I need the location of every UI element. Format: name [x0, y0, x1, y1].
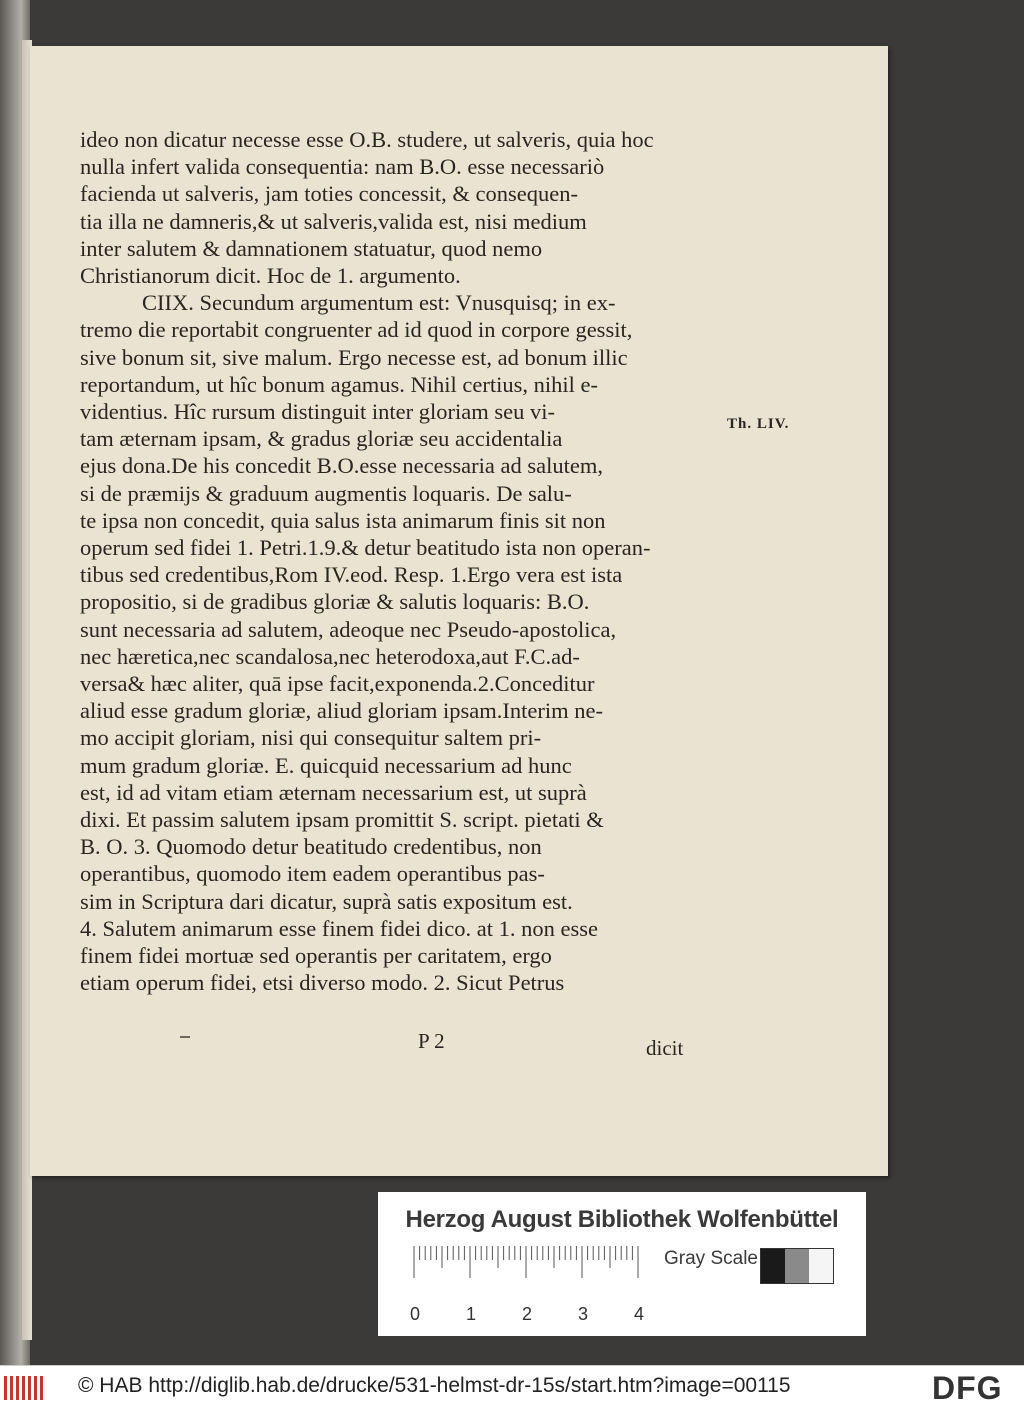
- text-line: reportandum, ut hîc bonum agamus. Nihil certius, nihil e-: [80, 371, 599, 397]
- text-line: operantibus, quomodo item eadem operantibus pas-: [80, 861, 545, 887]
- text-line: versa& hæc aliter, quā ipse facit,exponenda.2.Conceditur: [80, 671, 595, 697]
- margin-note: Th. LIV.: [727, 416, 790, 432]
- text-line: mo accipit gloriam, nisi qui consequitur saltem pri-: [80, 725, 542, 751]
- signature-mark: P 2: [418, 1029, 445, 1053]
- text-line: te ipsa non concedit, quia salus ista animarum finis sit non: [80, 507, 606, 533]
- hab-logo-icon: [4, 1374, 74, 1402]
- text-line: tia illa ne damneris,& ut salveris,valida est, nisi medium: [80, 208, 587, 234]
- swatch-dark: [761, 1249, 785, 1283]
- text-line: sim in Scriptura dari dicatur, suprà satis expositum est.: [80, 888, 573, 914]
- text-line: tam æternam ipsam, & gradus gloriæ seu accidentalia: [80, 426, 563, 452]
- text-line: ejus dona.De his concedit B.O.esse necessaria ad salutem,: [80, 453, 603, 479]
- gray-swatches: [760, 1248, 834, 1284]
- ruler-scale: [406, 1244, 656, 1324]
- swatch-light: [809, 1249, 833, 1283]
- text-line: dixi. Et passim salutem ipsam promittit S. script. pietati &: [80, 807, 604, 833]
- text-line: si de præmijs & graduum augmentis loquaris. De salu-: [80, 480, 572, 506]
- text-line: etiam operum fidei, etsi diverso modo. 2. Sicut Petrus: [80, 970, 565, 996]
- scale-number-1: 1: [466, 1304, 477, 1324]
- text-line: tibus sed credentibus,Rom IV.eod. Resp. 1.Ergo vera est ista: [80, 562, 623, 588]
- scale-number-0: 0: [410, 1304, 421, 1324]
- footer-bar: [0, 1365, 1024, 1410]
- text-line: inter salutem & damnationem statuatur, quod nemo: [80, 235, 543, 261]
- text-line: propositio, si de gradibus gloriæ & salutis loquaris: B.O.: [80, 589, 590, 615]
- text-line: B. O. 3. Quomodo detur beatitudo credentibus, non: [80, 834, 542, 860]
- text-line: est, id ad vitam etiam æternam necessarium est, ut suprà: [80, 779, 587, 805]
- dash-left: [180, 1036, 190, 1038]
- color-reference-card: [378, 1192, 866, 1336]
- page-body-text: [80, 126, 690, 997]
- scale-number-4: 4: [634, 1304, 645, 1324]
- text-line: CIIX. Secundum argumentum est: Vnusquisq; in ex-: [142, 290, 616, 316]
- text-line: operum sed fidei 1. Petri.1.9.& detur beatitudo ista non operan-: [80, 535, 651, 561]
- text-line: finem fidei mortuæ sed operantis per caritatem, ergo: [80, 943, 552, 969]
- text-line: sive bonum sit, sive malum. Ergo necesse est, ad bonum illic: [80, 344, 628, 370]
- text-line: nulla infert valida consequentia: nam B.O. esse necessariò: [80, 154, 605, 180]
- text-line: facienda ut salveris, jam toties concessit, & consequen-: [80, 181, 578, 207]
- library-name: Herzog August Bibliothek Wolfenbüttel: [405, 1206, 839, 1233]
- text-line: mum gradum gloriæ. E. quicquid necessarium ad hunc: [80, 752, 572, 778]
- text-line: aliud esse gradum gloriæ, aliud gloriam ipsam.Interim ne-: [80, 698, 604, 724]
- dfg-logo: DFG: [932, 1370, 1003, 1406]
- text-line: Christianorum dicit. Hoc de 1. argumento.: [80, 263, 461, 289]
- text-line: sunt necessaria ad salutem, adeoque nec Pseudo-apostolica,: [80, 616, 617, 642]
- scale-number-3: 3: [578, 1304, 589, 1324]
- catchword: dicit: [646, 1036, 684, 1060]
- text-line: 4. Salutem animarum esse finem fidei dico. at 1. non esse: [80, 915, 598, 941]
- text-line: videntius. Hîc rursum distinguit inter gloriam seu vi-: [80, 399, 555, 425]
- gray-scale-label: Gray Scale: [664, 1248, 758, 1269]
- text-line: ideo non dicatur necesse esse O.B. studere, ut salveris, quia hoc: [80, 127, 654, 152]
- swatch-mid: [785, 1249, 809, 1283]
- text-line: nec hæretica,nec scandalosa,nec heterodoxa,aut F.C.ad-: [80, 643, 580, 669]
- text-line: tremo die reportabit congruenter ad id quod in corpore gessit,: [80, 317, 633, 343]
- footer-copyright-link[interactable]: © HAB http://diglib.hab.de/drucke/531-helmst-dr-15s/start.htm?image=00115: [78, 1374, 791, 1397]
- book-page: [30, 46, 888, 1176]
- scale-number-2: 2: [522, 1304, 533, 1324]
